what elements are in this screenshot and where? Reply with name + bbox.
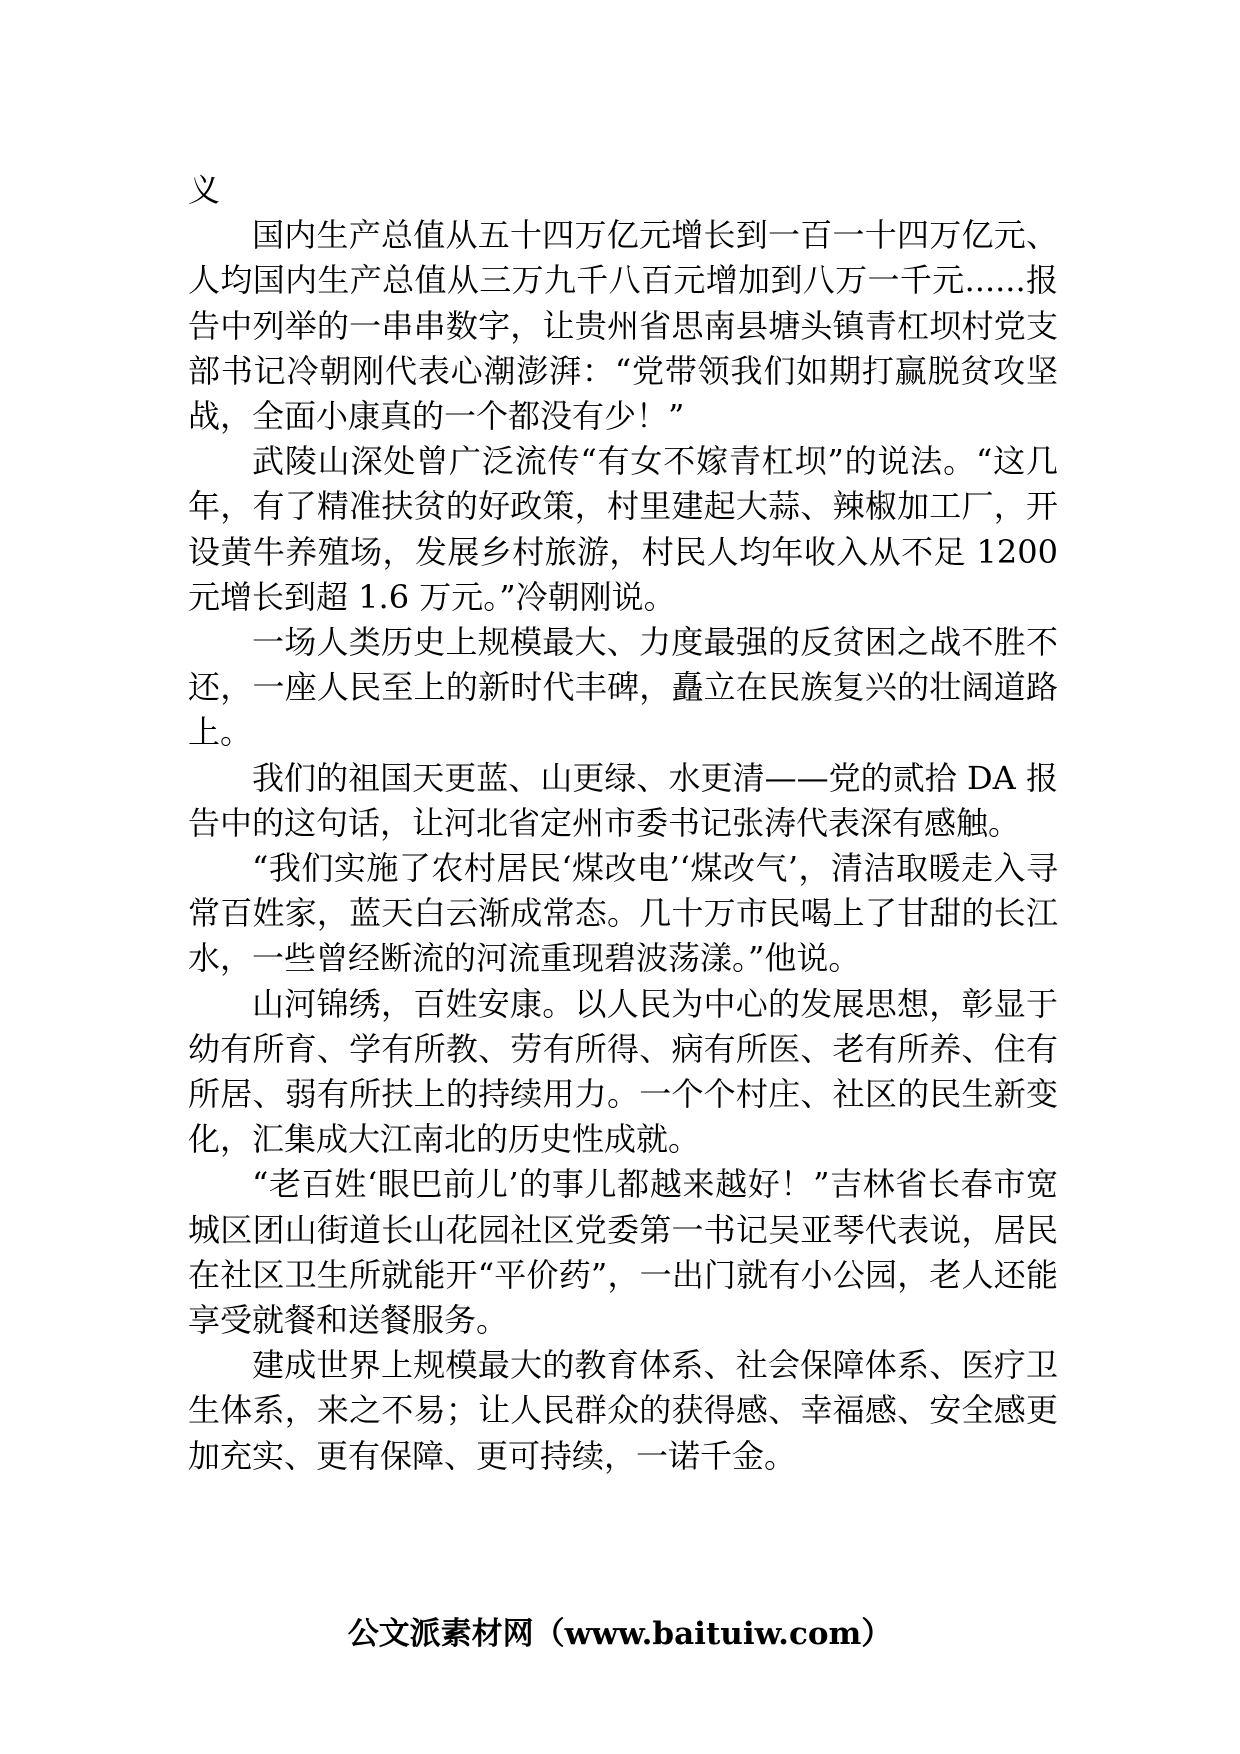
paragraph-community: “老百姓‘眼巴前儿’的事儿都越来越好！”吉林省长春市宽城区团山街道长山花园社区党委第一书记吴亚琴代表说，居民在社区卫生所就能开“平价药”，一出门就有小公园，老人还能享受就餐和送餐服务。 [188, 1165, 1058, 1340]
paragraph-continuation: 义 [188, 171, 221, 209]
paragraph-blue-sky: 我们的祖国天更蓝、山更绿、水更清——党的贰拾 DA 报告中的这句话，让河北省定州市委书记张涛代表深有感触。 [188, 758, 1058, 842]
document-body [188, 168, 1058, 1479]
paragraph-people-centered: 山河锦绣，百姓安康。以人民为中心的发展思想，彰显于幼有所育、学有所教、劳有所得、病有所医、老有所养、住有所居、弱有所扶上的持续用力。一个个村庄、社区的民生新变化，汇集成大江南北的历史性成就。 [188, 984, 1058, 1159]
paragraph-anti-poverty: 一场人类历史上规模最大、力度最强的反贫困之战不胜不还，一座人民至上的新时代丰碑，矗立在民族复兴的壮阔道路上。 [188, 623, 1058, 752]
paragraph-gdp-growth: 国内生产总值从五十四万亿元增长到一百一十四万亿元、人均国内生产总值从三万九千八百元增加到八万一千元......报告中列举的一串串数字，让贵州省思南县塘头镇青杠坝村党支部书记冷朝刚代表心潮澎湃：“党带领我们如期打赢脱贫攻坚战，全面小康真的一个都没有少！” [188, 216, 1058, 436]
paragraph-welfare-systems: 建成世界上规模最大的教育体系、社会保障体系、医疗卫生体系，来之不易；让人民群众的获得感、幸福感、安全感更加充实、更有保障、更可持续，一诺千金。 [188, 1346, 1058, 1475]
footer-watermark: 公文派素材网（www.baituiw.com） [347, 1616, 893, 1652]
paragraph-clean-heating: “我们实施了农村居民‘煤改电’‘煤改气’，清洁取暖走入寻常百姓家，蓝天白云渐成常态。几十万市民喝上了甘甜的长江水，一些曾经断流的河流重现碧波荡漾。”他说。 [188, 849, 1058, 978]
paragraph-qinggangba: 武陵山深处曾广泛流传“有女不嫁青杠坝”的说法。“这几年，有了精准扶贫的好政策，村里建起大蒜、辣椒加工厂，开设黄牛养殖场，发展乡村旅游，村民人均年收入从不足 1200 元增长到超 1.6 万元。”冷朝刚说。 [188, 442, 1058, 616]
